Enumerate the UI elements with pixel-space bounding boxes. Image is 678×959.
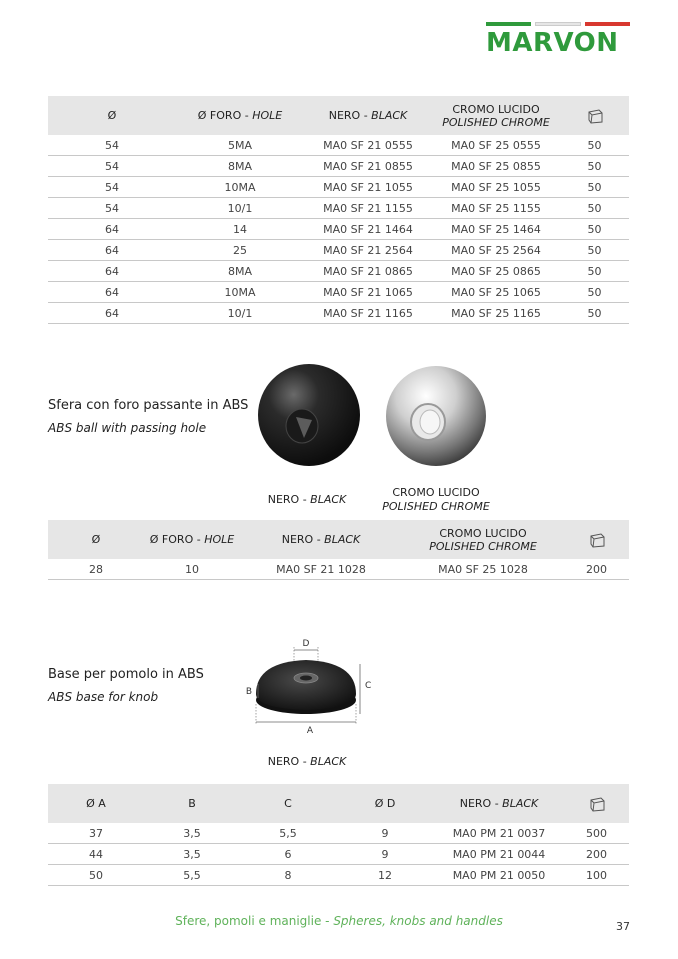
cell: 54 [48, 198, 176, 219]
cell: 10/1 [176, 198, 304, 219]
table-row [48, 261, 629, 282]
header-chrome: CROMO LUCIDO POLISHED CHROME [402, 520, 564, 559]
cell: 9 [336, 823, 434, 844]
sphere-table [48, 96, 629, 324]
cell: 8MA [176, 261, 304, 282]
cell: MA0 PM 21 0037 [434, 823, 564, 844]
cell: MA0 SF 25 1055 [432, 177, 560, 198]
cell: MA0 SF 25 1155 [432, 198, 560, 219]
cell: 50 [560, 261, 629, 282]
table-row [48, 303, 629, 324]
dim-label-a: A [306, 726, 314, 736]
cell: 12 [336, 865, 434, 886]
cell: MA0 SF 21 1055 [304, 177, 432, 198]
section-ball-title: Sfera con foro passante in ABS [48, 398, 249, 413]
cell: 54 [48, 177, 176, 198]
cell: 50 [560, 177, 629, 198]
header-package [564, 784, 629, 823]
cell: 5,5 [144, 865, 240, 886]
section-base-subtitle: ABS base for knob [48, 690, 159, 704]
caption-black: NERO - BLACK [267, 493, 347, 506]
cell: MA0 SF 21 2564 [304, 240, 432, 261]
cell: MA0 SF 25 1464 [432, 219, 560, 240]
cell: 6 [240, 844, 336, 865]
cell: 50 [560, 303, 629, 324]
cell: 25 [176, 240, 304, 261]
cell: MA0 SF 21 0855 [304, 156, 432, 177]
section-base-title: Base per pomolo in ABS [48, 667, 204, 682]
section-ball-subtitle: ABS ball with passing hole [48, 421, 207, 435]
cell: 3,5 [144, 823, 240, 844]
cell: 37 [48, 823, 144, 844]
black-ball-image [256, 362, 362, 468]
page-number: 37 [616, 920, 630, 933]
italian-flag-stripes [486, 22, 630, 26]
table-row [48, 156, 629, 177]
header-black: NERO - BLACK [434, 784, 564, 823]
header-package [560, 96, 629, 135]
ball-table-header [48, 520, 629, 559]
cell: MA0 PM 21 0050 [434, 865, 564, 886]
header-black: NERO - BLACK [304, 96, 432, 135]
cell: 28 [48, 559, 144, 580]
dim-label-b: B [245, 687, 253, 697]
cell: 50 [560, 282, 629, 303]
cell: 10 [144, 559, 240, 580]
cell: 10MA [176, 177, 304, 198]
cell: 64 [48, 240, 176, 261]
dim-label-c: C [365, 681, 372, 691]
base-table [48, 784, 629, 886]
header-hole: Ø FORO - HOLE [144, 520, 240, 559]
cell: 64 [48, 282, 176, 303]
table-row [48, 844, 629, 865]
header-d: Ø D [336, 784, 434, 823]
cell: MA0 SF 21 0865 [304, 261, 432, 282]
cell: 200 [564, 844, 629, 865]
cell: MA0 SF 25 1065 [432, 282, 560, 303]
footer-caption: Sfere, pomoli e maniglie - Spheres, knobs and handles [175, 914, 503, 928]
cell: 50 [560, 219, 629, 240]
cell: 14 [176, 219, 304, 240]
cell: 5,5 [240, 823, 336, 844]
header-hole: Ø FORO - HOLE [176, 96, 304, 135]
chrome-ball-image [384, 364, 488, 468]
cell: 3,5 [144, 844, 240, 865]
box-icon [588, 531, 606, 549]
cell: 54 [48, 135, 176, 156]
brand-logo [486, 22, 630, 62]
header-package [564, 520, 629, 559]
ball-table [48, 520, 629, 580]
table-row [48, 135, 629, 156]
table-row [48, 559, 629, 580]
table-row [48, 865, 629, 886]
cell: MA0 SF 21 1464 [304, 219, 432, 240]
header-a: Ø A [48, 784, 144, 823]
cell: 64 [48, 219, 176, 240]
cell: MA0 SF 21 1065 [304, 282, 432, 303]
header-chrome: CROMO LUCIDO POLISHED CHROME [432, 96, 560, 135]
cell: 50 [560, 240, 629, 261]
cell: MA0 SF 25 1028 [402, 559, 564, 580]
cell: MA0 SF 25 2564 [432, 240, 560, 261]
cell: MA0 SF 21 1165 [304, 303, 432, 324]
box-icon [588, 795, 606, 813]
cell: 100 [564, 865, 629, 886]
cell: 50 [560, 156, 629, 177]
cell: 5MA [176, 135, 304, 156]
table-row [48, 219, 629, 240]
base-table-header [48, 784, 629, 823]
cell: MA0 PM 21 0044 [434, 844, 564, 865]
cell: MA0 SF 25 1165 [432, 303, 560, 324]
cell: MA0 SF 21 1155 [304, 198, 432, 219]
cell: 500 [564, 823, 629, 844]
cell: MA0 SF 25 0555 [432, 135, 560, 156]
cell: 9 [336, 844, 434, 865]
cell: 64 [48, 261, 176, 282]
cell: MA0 SF 25 0865 [432, 261, 560, 282]
cell: 50 [560, 198, 629, 219]
header-b: B [144, 784, 240, 823]
dim-label-d: D [302, 639, 310, 649]
cell: 64 [48, 303, 176, 324]
knob-base-diagram [240, 634, 380, 738]
table-row [48, 198, 629, 219]
cell: 50 [48, 865, 144, 886]
cell: MA0 SF 21 1028 [240, 559, 402, 580]
table-row [48, 177, 629, 198]
box-icon [586, 107, 604, 125]
caption-chrome: CROMO LUCIDO POLISHED CHROME [382, 486, 490, 513]
caption-black-base: NERO - BLACK [267, 755, 347, 768]
cell: 54 [48, 156, 176, 177]
table-row [48, 240, 629, 261]
cell: 8 [240, 865, 336, 886]
cell: 50 [560, 135, 629, 156]
brand-name: MARVON [486, 28, 619, 58]
header-black: NERO - BLACK [240, 520, 402, 559]
header-diameter: Ø [48, 520, 144, 559]
table-row [48, 823, 629, 844]
header-diameter: Ø [48, 96, 176, 135]
cell: MA0 SF 25 0855 [432, 156, 560, 177]
cell: 10/1 [176, 303, 304, 324]
cell: 8MA [176, 156, 304, 177]
cell: 44 [48, 844, 144, 865]
header-c: C [240, 784, 336, 823]
sphere-table-header [48, 96, 629, 135]
cell: MA0 SF 21 0555 [304, 135, 432, 156]
cell: 10MA [176, 282, 304, 303]
cell: 200 [564, 559, 629, 580]
table-row [48, 282, 629, 303]
